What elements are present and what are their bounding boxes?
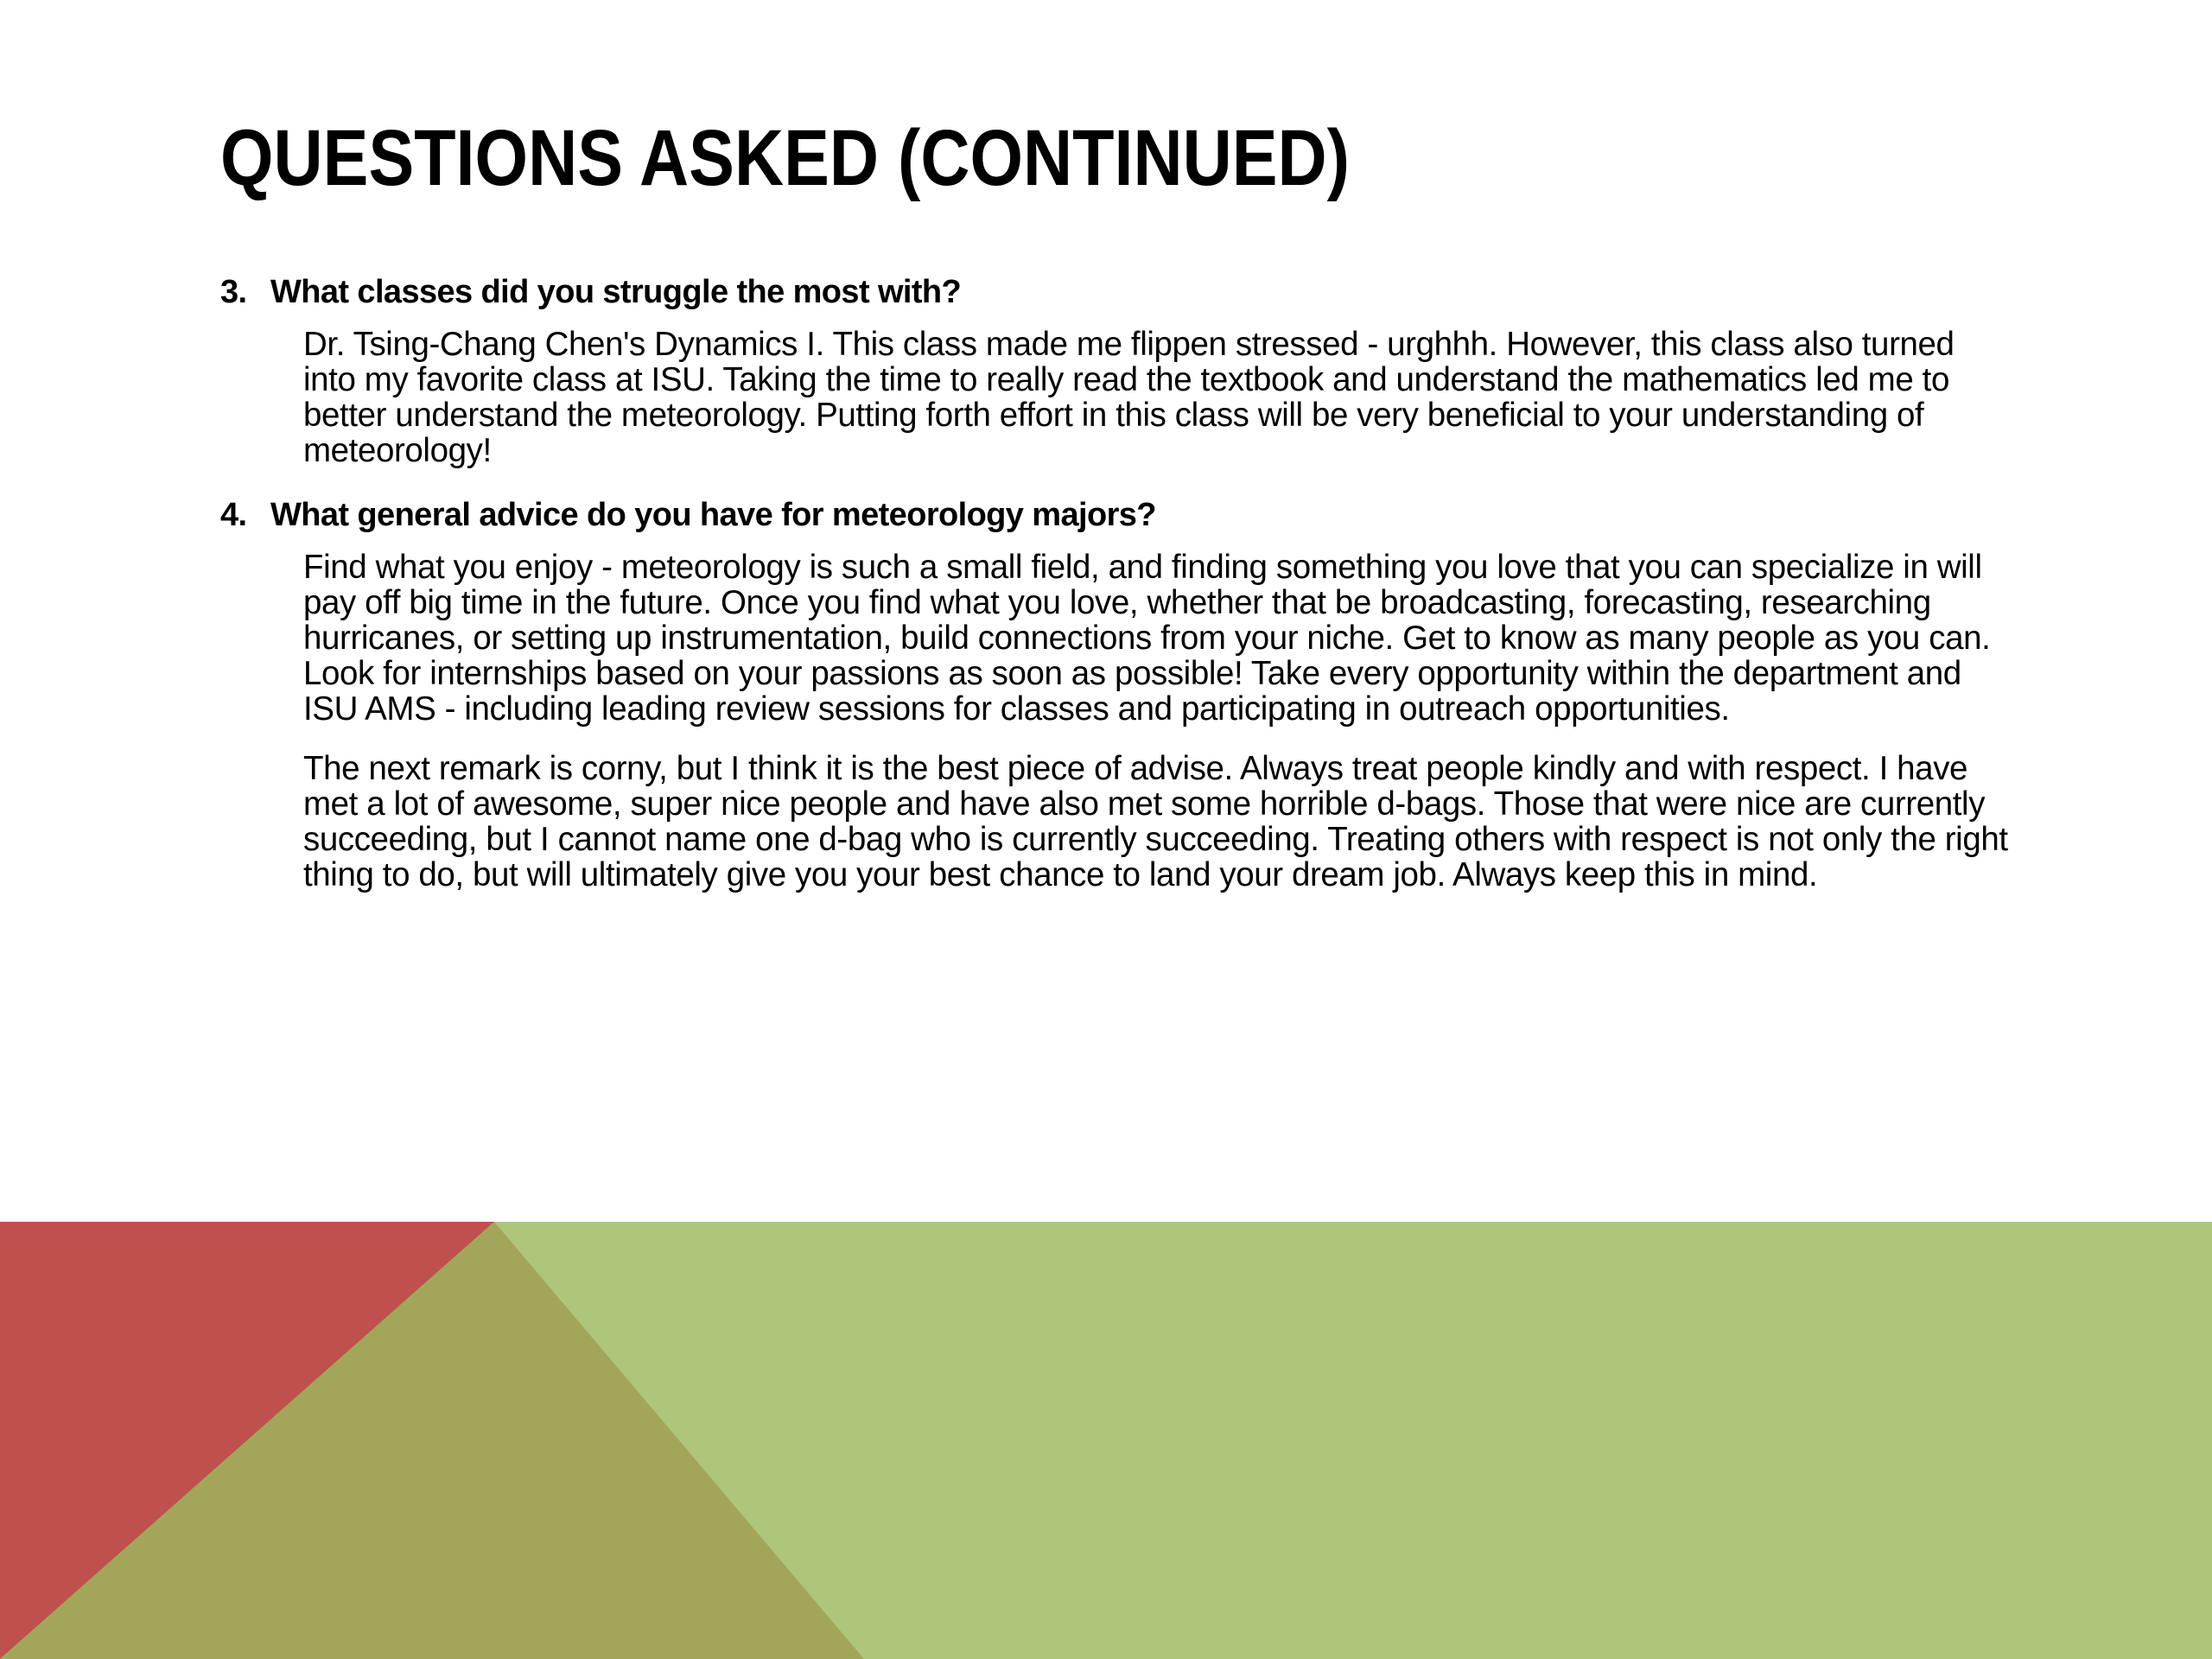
question-3-text: What classes did you struggle the most with? (270, 274, 962, 310)
question-3 (220, 270, 2000, 315)
question-4-answer-1: Find what you enjoy - meteorology is such a small field, and finding something you love that you can specialize in will pay off big time in the future. Once you find what you love, whether that be broadcasting, forecasting, researching hurricanes, or setting up instrumentation, build connections from your niche. Get to know as many people as you can. Look for internships based on your passions as soon as possible! Take every opportunity within the department and ISU AMS - including leading review sessions for classes and participating in outreach opportunities. (303, 549, 1991, 728)
slide-body (220, 270, 2008, 908)
question-4-answer-2: The next remark is corny, but I think it is the best piece of advise. Always treat people kindly and with respect. I have met a lot of awesome, super nice people and have also met some horrible d-bags. Those that were nice are currently succeeding, but I cannot name one d-bag who is currently succeeding. Treating others with respect is not only the right thing to do, but will ultimately give you your best chance to land your dream job. Always keep this in mind. (303, 750, 2008, 893)
question-4-number: 4. (220, 497, 247, 533)
question-3-answer: Dr. Tsing-Chang Chen's Dynamics I. This class made me flippen stressed - urghhh. However, this class also turned into my favorite class at ISU. Taking the time to really read the textbook and understand the mathematics led me to better understand the meteorology. Putting forth effort in this class will be very beneficial to your understanding of meteorology! (303, 326, 1955, 469)
slide-title: QUESTIONS ASKED (CONTINUED) (220, 114, 1350, 202)
question-3-number: 3. (220, 274, 247, 310)
question-4-text: What general advice do you have for meteorology majors? (270, 497, 1156, 533)
question-4 (220, 493, 2000, 537)
